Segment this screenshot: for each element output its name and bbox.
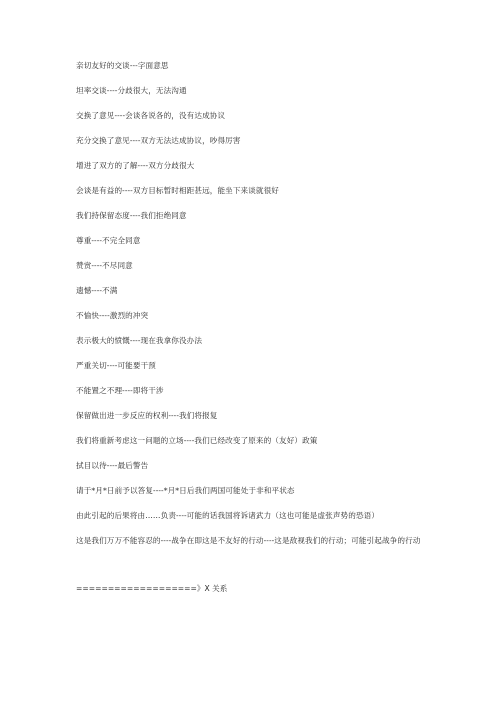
footer-divider-text: ===================》X 关系 <box>76 584 228 593</box>
text-line-12: 表示极大的愤慨----现在我拿你没办法 <box>76 336 203 345</box>
text-line-19: 由此引起的后果将由……负责----可能的话我国将诉诸武力（这也可能是虚张声势的恐语） <box>76 511 380 520</box>
text-line-16: 我们将重新考虑这一问题的立场----我们已经改变了原来的（友好）政策 <box>76 436 318 445</box>
text-line-5: 增进了双方的了解----双方分歧很大 <box>76 161 195 170</box>
text-line-11: 不愉快----激烈的冲突 <box>76 311 149 320</box>
text-line-2: 坦率交谈----分歧很大，无法沟通 <box>76 86 187 95</box>
text-line-17: 拭目以待----最后警告 <box>76 461 149 470</box>
text-line-10: 遗憾----不满 <box>76 286 118 295</box>
text-line-20: 这是我们万万不能容忍的----战争在即这是不友好的行动----这是敌视我们的行动；可能引起战争的行动 <box>76 536 421 545</box>
text-line-3: 交换了意见----会谈各说各的，没有达成协议 <box>76 111 226 120</box>
text-line-9: 赞赏----不尽同意 <box>76 261 133 270</box>
text-line-7: 我们持保留态度----我们拒绝同意 <box>76 211 187 220</box>
text-line-8: 尊重----不完全同意 <box>76 236 141 245</box>
text-line-4: 充分交换了意见----双方无法达成协议，吵得厉害 <box>76 136 241 145</box>
text-line-18: 请于*月*日前予以答复----*月*日后我们两国可能处于非和平状态 <box>76 486 295 495</box>
text-line-1: 亲切友好的交谈---字面意思 <box>76 61 169 70</box>
text-line-14: 不能置之不理----即将干涉 <box>76 386 164 395</box>
text-line-13: 严重关切----可能要干预 <box>76 361 156 370</box>
text-line-6: 会谈是有益的----双方目标暂时相距甚远，能坐下来谈就很好 <box>76 186 280 195</box>
text-line-15: 保留做出进一步反应的权利----我们将报复 <box>76 411 218 420</box>
